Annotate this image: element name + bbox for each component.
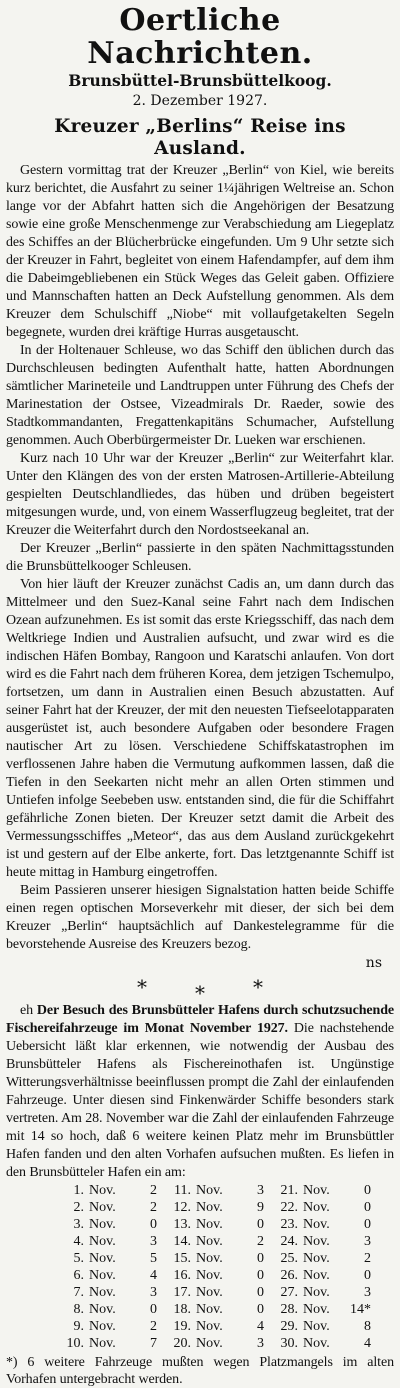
section-title: Oertliche Nachrichten.: [87, 3, 313, 71]
table-cell: [163, 1267, 270, 1284]
table-cell-day: 25.: [280, 1251, 298, 1266]
table-cell-mon: Nov.: [303, 1268, 330, 1283]
table-cell: [163, 1216, 270, 1233]
section-subtitle: Brunsbüttel-Brunsbüttelkoog.: [68, 71, 332, 90]
table-cell-count: 8: [364, 1319, 371, 1334]
table-cell: [56, 1318, 163, 1335]
table-cell-count: 3: [150, 1285, 157, 1300]
table-cell-count: 2: [150, 1200, 157, 1215]
table-row: [6, 1233, 394, 1250]
table-cell-day: 7.: [73, 1285, 84, 1300]
table-cell: [270, 1267, 377, 1284]
table-cell-mon: Nov.: [196, 1302, 223, 1317]
table-cell-day: 30.: [280, 1336, 298, 1351]
table-cell-day: 18.: [173, 1302, 191, 1317]
table-cell: [270, 1182, 377, 1199]
table-cell-mon: Nov.: [89, 1319, 116, 1334]
table-cell-day: 29.: [280, 1319, 298, 1334]
table-row: [6, 1182, 394, 1199]
table-cell-mon: Nov.: [196, 1217, 223, 1232]
table-cell: [56, 1284, 163, 1301]
table-cell-mon: Nov.: [303, 1336, 330, 1351]
table-cell-day: 8.: [73, 1302, 84, 1317]
table-cell: [163, 1233, 270, 1250]
table-cell-day: 2.: [73, 1200, 84, 1215]
table-cell: [270, 1301, 377, 1318]
table-cell: [163, 1199, 270, 1216]
table-cell-count: 0: [257, 1302, 264, 1317]
article2-headline: Der Besuch des Brunsbütteler Hafens durch schutzsuchende Fischereifahrzeuge im Monat November 1927.: [6, 1003, 395, 1036]
table-cell-day: 14.: [173, 1234, 191, 1249]
separator-asterisk: *: [253, 975, 263, 999]
table-cell-mon: Nov.: [89, 1217, 116, 1232]
table-cell-day: 28.: [280, 1302, 298, 1317]
table-cell-mon: Nov.: [303, 1217, 330, 1232]
article2-paragraph: [6, 1002, 394, 1182]
table-cell-day: 16.: [173, 1268, 191, 1283]
article1-paragraph-4: Der Kreuzer „Berlin“ passierte in den späten Nachmittagsstunden die Brunsbüttelkooger Schleusen.: [6, 541, 394, 574]
table-cell: [56, 1199, 163, 1216]
table-cell-mon: Nov.: [196, 1200, 223, 1215]
table-cell: [270, 1216, 377, 1233]
table-cell: [270, 1318, 377, 1335]
harbor-arrivals-table: [6, 1182, 394, 1352]
article1-paragraph-3: Kurz nach 10 Uhr war der Kreuzer „Berlin“ zur Weiterfahrt klar. Unter den Klängen des von der ersten Matrosen-Artillerie-Abteilung gespielten Deutschlandliedes, das hüben und drüben begeistert mitgesungen wurde, und, von einem Wasserflugzeug begleitet, trat der Kreuzer die Weiterfahrt durch den Nordostseekanal an.: [6, 451, 394, 538]
table-row: [6, 1335, 394, 1352]
table-cell-mon: Nov.: [196, 1319, 223, 1334]
article1-body: [6, 162, 394, 972]
table-row: [6, 1199, 394, 1216]
table-cell-count: 0: [257, 1251, 264, 1266]
table-cell-mon: Nov.: [196, 1234, 223, 1249]
table-cell-mon: Nov.: [89, 1183, 116, 1198]
table-cell: [163, 1318, 270, 1335]
table-cell-day: 13.: [173, 1217, 191, 1232]
table-cell: [56, 1233, 163, 1250]
table-cell-mon: Nov.: [89, 1234, 116, 1249]
table-cell-mon: Nov.: [303, 1302, 330, 1317]
table-cell: [163, 1301, 270, 1318]
table-cell-count: 4: [364, 1336, 371, 1351]
table-cell-count: 14*: [350, 1302, 371, 1317]
table-cell: [56, 1301, 163, 1318]
table-cell-day: 5.: [73, 1251, 84, 1266]
table-cell-count: 0: [150, 1302, 157, 1317]
table-cell-mon: Nov.: [89, 1336, 116, 1351]
table-cell-count: 0: [150, 1217, 157, 1232]
table-cell-mon: Nov.: [196, 1285, 223, 1300]
table-cell-day: 1.: [73, 1183, 84, 1198]
table-cell-count: 3: [364, 1285, 371, 1300]
table-cell: [163, 1335, 270, 1352]
table-row: [6, 1284, 394, 1301]
table-cell-day: 21.: [280, 1183, 298, 1198]
table-cell: [163, 1284, 270, 1301]
table-cell-day: 17.: [173, 1285, 191, 1300]
table-cell: [270, 1233, 377, 1250]
table-cell-count: 0: [257, 1268, 264, 1283]
table-cell-mon: Nov.: [196, 1268, 223, 1283]
table-row: [6, 1318, 394, 1335]
table-cell-mon: Nov.: [303, 1319, 330, 1334]
article2-body: [6, 1002, 394, 1388]
table-cell-day: 6.: [73, 1268, 84, 1283]
article2-byline-prefix: eh: [20, 1003, 34, 1018]
masthead: [6, 4, 394, 110]
table-cell-count: 0: [364, 1268, 371, 1283]
table-cell: [163, 1250, 270, 1267]
table-cell-mon: Nov.: [303, 1200, 330, 1215]
table-cell-mon: Nov.: [196, 1251, 223, 1266]
table-cell-mon: Nov.: [89, 1285, 116, 1300]
table-cell-count: 0: [257, 1285, 264, 1300]
table-cell-mon: Nov.: [196, 1336, 223, 1351]
table-cell-count: 0: [257, 1217, 264, 1232]
table-cell-count: 5: [150, 1251, 157, 1266]
table-cell: [270, 1250, 377, 1267]
table-cell-mon: Nov.: [303, 1285, 330, 1300]
article1-headline: Kreuzer „Berlins“ Reise ins Ausland.: [54, 116, 346, 159]
table-cell-day: 15.: [173, 1251, 191, 1266]
table-cell-count: 2: [150, 1319, 157, 1334]
table-cell: [270, 1284, 377, 1301]
table-cell-day: 3.: [73, 1217, 84, 1232]
table-cell-count: 3: [150, 1234, 157, 1249]
table-row: [6, 1267, 394, 1284]
table-cell-count: 2: [150, 1183, 157, 1198]
table-cell-mon: Nov.: [303, 1251, 330, 1266]
table-cell-day: 27.: [280, 1285, 298, 1300]
article1-paragraph-2: In der Holtenauer Schleuse, wo das Schiff den üblichen durch das Durchschleusen bedingten Aufenthalt hatte, hatten Abordnungen sämtlicher Marineteile und Landtruppen unter Führung des Chefs der Marinestation der Ostsee, Vizeadmirals Dr. Raeder, sowie des Stadtkommandanten, Fregattenkapitäns Schumacher, Aufstellung genommen. Auch Oberbürgermeister Dr. Lueken war erschienen.: [6, 343, 394, 448]
table-row: [6, 1250, 394, 1267]
table-cell-day: 19.: [173, 1319, 191, 1334]
table-cell-count: 4: [257, 1319, 264, 1334]
table-cell-day: 24.: [280, 1234, 298, 1249]
table-cell-count: 2: [364, 1251, 371, 1266]
table-cell-count: 3: [364, 1234, 371, 1249]
section-separator: [6, 975, 394, 1005]
table-cell: [56, 1250, 163, 1267]
table-cell: [270, 1199, 377, 1216]
table-cell-count: 4: [150, 1268, 157, 1283]
table-cell-count: 2: [257, 1234, 264, 1249]
table-cell: [163, 1182, 270, 1199]
table-cell-count: 9: [257, 1200, 264, 1215]
separator-asterisk: *: [195, 981, 205, 1005]
table-cell-day: 26.: [280, 1268, 298, 1283]
table-row: [6, 1216, 394, 1233]
table-cell-count: 0: [364, 1183, 371, 1198]
table-cell: [56, 1267, 163, 1284]
table-cell-count: 7: [150, 1336, 157, 1351]
table-cell-day: 4.: [73, 1234, 84, 1249]
table-cell-day: 10.: [66, 1336, 84, 1351]
table-cell: [56, 1335, 163, 1352]
article1-paragraph-5: Von hier läuft der Kreuzer zunächst Cadis an, um dann durch das Mittelmeer und den Suez-Kanal seine Fahrt nach dem Indischen Ozean aufzunehmen. Es ist somit das erste Kriegsschiff, das nach dem Weltkriege Indien und Australien aufsucht, und zwar wird es die indischen Häfen Bombay, Rangoon und Karatschi anlaufen. Von dort wird es die Fahrt nach dem früheren Korea, dem jetzigen Tschemulpo, fortsetzen, um dann in Australien einen Besuch abzustatten. Auf seiner Fahrt hat der Kreuzer, der mit den neuesten Tiefseelotapparaten ausgerüstet ist, auch besondere Aufgaben oder besondere Fragen nautischer Art zu lösen. Verschiedene Schiffskatastrophen im verflossenen Jahre haben die Vermutung aufkommen lassen, daß die Tiefen in den Seekarten nicht mehr an allen Orten stimmen und Untiefen infolge Seebeben usw. entstanden sind, die für die Schiffahrt gefährliche Zonen bieten. Der Kreuzer setzt damit die Arbeit des Vermessungsschiffes „Meteor“, das aus dem Ausland zurückgekehrt ist und gestern auf der Elbe ankerte, fort. Das letztgenannte Schiff ist heute mittag in Hamburg eingetroffen.: [6, 577, 394, 880]
table-cell-day: 22.: [280, 1200, 298, 1215]
article1-paragraph-1: Gestern vormittag trat der Kreuzer „Berlin“ von Kiel, wie bereits kurz berichtet, die Ausfahrt zu seiner 1¼jährigen Weltreise an. Schon lange vor der Abfahrt hatten sich die Angehörigen der Besatzung sowie eine große Menschenmenge zur Verabschiedung am Liegeplatz des Schiffes an der Blücherbrücke eingefunden. Um 9 Uhr setzte sich der Kreuzer in Fahrt, begleitet von einem Hafendampfer, auf dem ihm die Dabeimgebliebenen ein Stück Weges das Geleit gaben. Offiziere und Mannschaften hatten an Deck Aufstellung genommen. Als dem Kreuzer dem Schulschiff „Niobe“ mit vollaufgetakelten Segeln begegnete, wurden drei kräftige Hurras ausgetauscht.: [6, 163, 394, 340]
article2-footnote: *) 6 weitere Fahrzeuge mußten wegen Platzmangels im alten Vorhafen untergebracht werden.: [6, 1355, 394, 1387]
table-cell-count: 0: [364, 1217, 371, 1232]
table-cell-day: 11.: [174, 1183, 191, 1198]
table-cell-mon: Nov.: [303, 1183, 330, 1198]
article1-paragraph-6: Beim Passieren unserer hiesigen Signalstation hatten beide Schiffe einen regen optischen Morseverkehr mit dieser, der sich bei dem Kreuzer „Berlin“ hauptsächlich auf Dankestelegramme für die bevorstehende Ausreise des Kreuzers bezog.: [6, 883, 394, 952]
table-cell-day: 20.: [173, 1336, 191, 1351]
article2-text: Die nachstehende Uebersicht läßt klar erkennen, wie notwendig der Ausbau des Brunsbütteler Hafens als Fischereinothafen ist. Ungünstige Witterungsverhältnisse beeinflussen prompt die Zahl der einlaufenden Fahrzeuge. Unter diesen sind Finkenwärder Schiffe besonders stark vertreten. Am 28. November war die Zahl der einlaufenden Fahrzeuge mit 14 so hoch, daß 6 weitere keinen Platz mehr im Brunsbüttler Hafen fanden und den alten Vorhafen aufsuchen mußten. Es liefen in den Brunsbütteler Hafen ein am:: [6, 1021, 394, 1180]
table-cell: [56, 1216, 163, 1233]
table-cell-mon: Nov.: [89, 1302, 116, 1317]
table-cell-mon: Nov.: [89, 1268, 116, 1283]
table-cell-count: 3: [257, 1336, 264, 1351]
table-cell-mon: Nov.: [89, 1200, 116, 1215]
table-row: [6, 1301, 394, 1318]
table-cell-day: 9.: [73, 1319, 84, 1334]
table-cell-day: 12.: [173, 1200, 191, 1215]
table-cell-count: 3: [257, 1183, 264, 1198]
table-cell: [56, 1182, 163, 1199]
table-cell-count: 0: [364, 1200, 371, 1215]
table-cell-mon: Nov.: [196, 1183, 223, 1198]
dateline: 2. Dezember 1927.: [132, 93, 268, 109]
table-cell: [270, 1335, 377, 1352]
table-cell-mon: Nov.: [89, 1251, 116, 1266]
table-cell-mon: Nov.: [303, 1234, 330, 1249]
separator-asterisk: *: [137, 975, 147, 999]
table-cell-day: 23.: [280, 1217, 298, 1232]
article1-byline: ns: [365, 955, 382, 971]
